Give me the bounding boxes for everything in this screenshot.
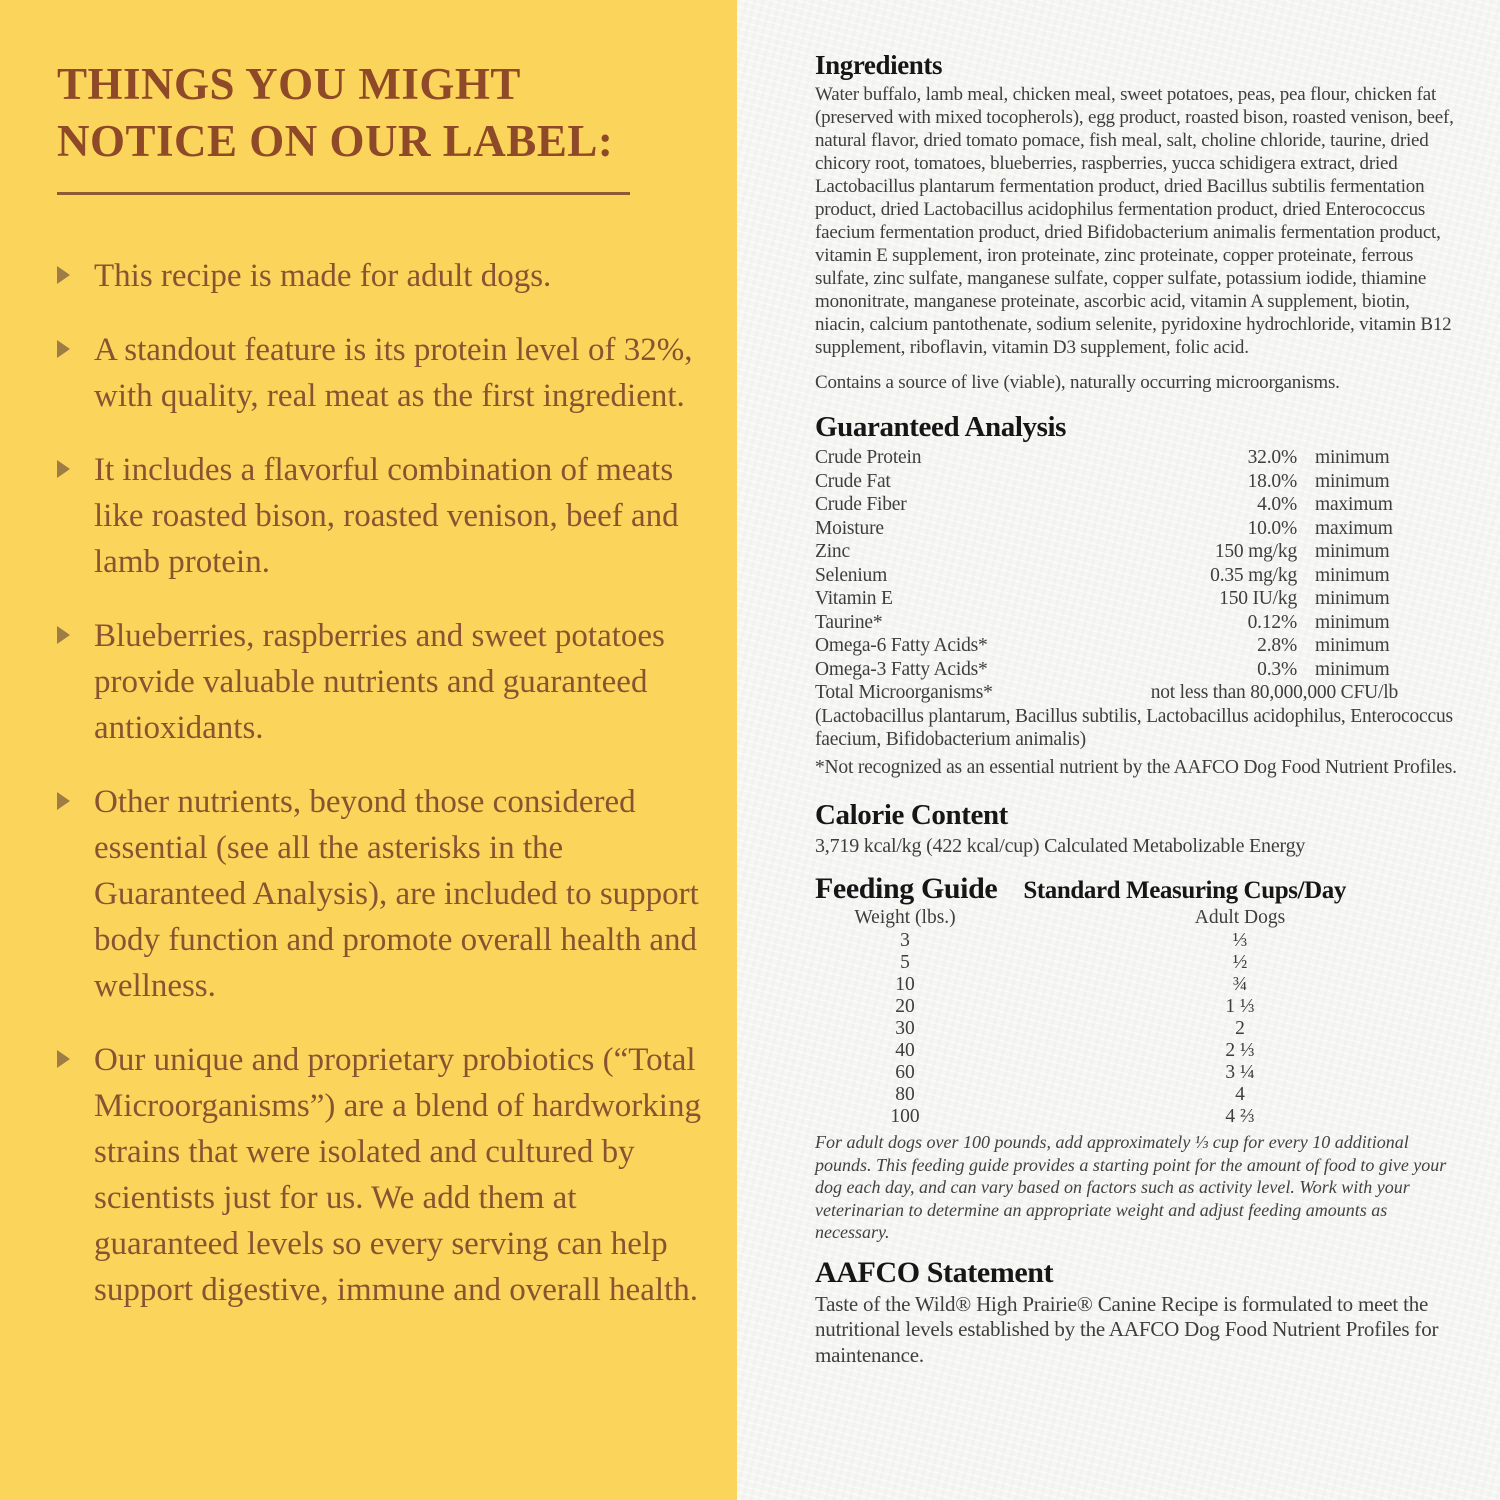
nutrient-label: Crude Fiber	[815, 494, 907, 515]
nutrient-qualifier: minimum	[1315, 470, 1390, 492]
nutrient-value: 150 IU/kg	[1219, 588, 1297, 609]
cups-value: 4 ⅔	[1225, 1106, 1255, 1127]
guaranteed-analysis-table	[815, 446, 1460, 681]
triangle-bullet-icon	[57, 626, 70, 644]
aafco-heading: AAFCO Statement	[815, 1255, 1054, 1289]
microorganisms-list-note: (Lactobacillus plantarum, Bacillus subtilis, Lactobacillus acidophilus, Enterococcus faecium, Bifidobacterium animalis)	[815, 705, 1453, 750]
weight-value: 5	[900, 952, 910, 973]
feeding-guide-header	[815, 872, 1460, 906]
guaranteed-analysis-row	[815, 564, 1460, 588]
nutrient-label: Zinc	[815, 541, 850, 562]
nutrient-qualifier: minimum	[1315, 541, 1390, 562]
cups-value: ¾	[1232, 974, 1248, 995]
right-info-panel	[737, 0, 1500, 1500]
guaranteed-analysis-row	[815, 540, 1460, 564]
feeding-guide-footnote: For adult dogs over 100 pounds, add approximately ⅓ cup for every 10 additional pounds. This feeding guide provides a starting point for the amount of food to give your dog each day, and can vary based on factors such as activity level. Work with your veterinarian to determine an appropriate weight and adjust feeding amounts as necessary.	[815, 1132, 1447, 1242]
guaranteed-analysis-heading: Guaranteed Analysis	[815, 411, 1067, 443]
weight-value: 10	[895, 974, 915, 995]
ingredients-body: Water buffalo, lamb meal, chicken meal, sweet potatoes, peas, pea flour, chicken fat (preserved with mixed tocopherols), egg product, roasted bison, roasted venison, beef, natural flavor, dried tomato pomace, fish meal, salt, choline chloride, taurine, dried chicory root, tomatoes, blueberries, raspberries, yucca schidigera extract, dried Lactobacillus plantarum fermentation product, dried Bacillus subtilis fermentation product, dried Lactobacillus acidophilus fermentation product, dried Enterococcus faecium fermentation product, dried Bifidobacterium animalis fermentation product, vitamin E supplement, iron proteinate, zinc proteinate, copper proteinate, ferrous sulfate, zinc sulfate, manganese sulfate, copper sulfate, potassium iodide, thiamine mononitrate, manganese proteinate, ascorbic acid, vitamin A supplement, biotin, niacin, calcium pantothenate, sodium selenite, pyridoxine hydrochloride, vitamin B12 supplement, riboflavin, vitamin D3 supplement, folic acid.	[815, 84, 1454, 358]
notice-list-item	[57, 253, 711, 299]
nutrient-qualifier: minimum	[1315, 588, 1390, 609]
triangle-bullet-icon	[57, 460, 70, 478]
notice-list-item	[57, 613, 711, 751]
cups-value: 1 ⅓	[1225, 996, 1255, 1017]
guaranteed-analysis-row	[815, 634, 1460, 658]
nutrient-value: 150 mg/kg	[1214, 541, 1297, 562]
cups-value: ⅓	[1232, 930, 1248, 951]
feeding-guide-row	[815, 952, 1460, 974]
notice-list-item	[57, 779, 711, 1009]
left-yellow-panel	[0, 0, 737, 1500]
left-title-line1: THINGS YOU MIGHT	[57, 59, 521, 109]
nutrient-label: Moisture	[815, 517, 884, 539]
notice-text: A standout feature is its protein level of 32%, with quality, real meat as the first ingredient.	[94, 332, 693, 414]
calorie-content-section	[815, 799, 1460, 858]
calorie-content-body: 3,719 kcal/kg (422 kcal/cup) Calculated Metabolizable Energy	[815, 835, 1306, 857]
contains-note: Contains a source of live (viable), naturally occurring microorganisms.	[815, 372, 1340, 393]
aafco-body: Taste of the Wild® High Prairie® Canine Recipe is formulated to meet the nutritional levels established by the AAFCO Dog Food Nutrient Profiles for maintenance.	[815, 1291, 1439, 1367]
triangle-bullet-icon	[57, 792, 70, 810]
cups-column-header: Adult Dogs	[1194, 907, 1286, 928]
nutrient-value: 32.0%	[1247, 447, 1297, 468]
guaranteed-analysis-row	[815, 587, 1460, 611]
total-microorganisms-value: not less than 80,000,000 CFU/lb	[1150, 682, 1398, 703]
nutrient-label: Crude Fat	[815, 470, 891, 492]
title-divider	[57, 192, 630, 195]
info-content	[815, 50, 1460, 1368]
triangle-bullet-icon	[57, 1050, 70, 1068]
nutrient-qualifier: maximum	[1315, 517, 1393, 539]
feeding-guide-row	[815, 930, 1460, 952]
notice-text: Other nutrients, beyond those considered essential (see all the asterisks in the Guaranteed Analysis), are included to support body function and promote overall health and wellness.	[94, 784, 699, 1004]
weight-value: 20	[895, 996, 915, 1017]
nutrient-value: 0.3%	[1257, 658, 1297, 680]
notice-text: Blueberries, raspberries and sweet potatoes provide valuable nutrients and guaranteed antioxidants.	[94, 618, 665, 746]
ingredients-heading: Ingredients	[815, 50, 943, 80]
total-microorganisms-label: Total Microorganisms*	[815, 682, 993, 703]
feeding-guide-row	[815, 1062, 1460, 1084]
nutrient-value: 18.0%	[1247, 470, 1297, 492]
nutrient-qualifier: maximum	[1315, 494, 1393, 515]
nutrient-label: Omega-3 Fatty Acids*	[815, 658, 988, 680]
notice-list-item	[57, 447, 711, 585]
total-microorganisms-row	[815, 681, 1460, 705]
feeding-guide-row	[815, 996, 1460, 1018]
nutrient-qualifier: minimum	[1315, 447, 1390, 468]
triangle-bullet-icon	[57, 266, 70, 284]
weight-value: 100	[890, 1106, 920, 1127]
cups-value: 2	[1235, 1018, 1245, 1039]
feeding-guide-section	[815, 872, 1460, 1244]
feeding-guide-row	[815, 1040, 1460, 1062]
nutrient-label: Crude Protein	[815, 447, 922, 468]
nutrient-qualifier: minimum	[1315, 635, 1390, 656]
feeding-guide-table	[815, 930, 1460, 1128]
nutrient-label: Selenium	[815, 564, 888, 586]
triangle-bullet-icon	[57, 340, 70, 358]
left-title	[57, 56, 711, 170]
notice-text: It includes a flavorful combination of meats like roasted bison, roasted venison, beef and lamb protein.	[94, 452, 679, 580]
weight-value: 40	[895, 1040, 915, 1061]
guaranteed-analysis-row	[815, 493, 1460, 517]
feeding-guide-row	[815, 1018, 1460, 1040]
notice-text: This recipe is made for adult dogs.	[94, 258, 552, 294]
guaranteed-analysis-row	[815, 611, 1460, 635]
nutrient-value: 10.0%	[1247, 517, 1297, 539]
guaranteed-analysis-row	[815, 446, 1460, 470]
guaranteed-analysis-section	[815, 411, 1460, 779]
cups-value: 3 ¼	[1225, 1062, 1255, 1083]
cups-value: 4	[1235, 1084, 1245, 1105]
feeding-guide-column-headers	[815, 906, 1460, 930]
nutrient-label: Omega-6 Fatty Acids*	[815, 635, 988, 656]
weight-value: 3	[900, 930, 910, 951]
cups-value: ½	[1232, 952, 1248, 973]
notice-text: Our unique and proprietary probiotics (“Total Microorganisms”) are a blend of hardworking strains that were isolated and cultured by scientists just for us. We add them at guaranteed levels so every serving can help support digestive, immune and overall health.	[94, 1042, 701, 1308]
left-title-line2: NOTICE ON OUR LABEL:	[57, 116, 614, 166]
aafco-section	[815, 1256, 1460, 1369]
nutrient-value: 4.0%	[1257, 494, 1297, 515]
cups-value: 2 ⅓	[1225, 1040, 1255, 1061]
nutrient-qualifier: minimum	[1315, 611, 1390, 633]
nutrient-value: 2.8%	[1257, 635, 1297, 656]
nutrient-qualifier: minimum	[1315, 658, 1390, 680]
nutrient-label: Vitamin E	[815, 588, 893, 609]
notice-list-item	[57, 1037, 711, 1313]
feeding-guide-heading: Feeding Guide	[815, 872, 998, 905]
ingredients-section	[815, 50, 1460, 394]
feeding-guide-row	[815, 1106, 1460, 1128]
weight-column-header: Weight (lbs.)	[854, 907, 956, 928]
notice-list-item	[57, 327, 711, 419]
guaranteed-analysis-row	[815, 517, 1460, 541]
weight-value: 30	[895, 1018, 915, 1039]
notice-list	[57, 253, 711, 1313]
weight-value: 80	[895, 1084, 915, 1105]
weight-value: 60	[895, 1062, 915, 1083]
calorie-content-heading: Calorie Content	[815, 799, 1008, 831]
feeding-guide-row	[815, 974, 1460, 996]
asterisk-footnote: *Not recognized as an essential nutrient by the AAFCO Dog Food Nutrient Profiles.	[815, 756, 1457, 778]
nutrient-value: 0.35 mg/kg	[1210, 564, 1297, 586]
nutrient-qualifier: minimum	[1315, 564, 1390, 586]
guaranteed-analysis-row	[815, 658, 1460, 682]
nutrient-value: 0.12%	[1247, 611, 1297, 633]
nutrient-label: Taurine*	[815, 611, 883, 633]
measuring-cups-heading: Standard Measuring Cups/Day	[1023, 877, 1346, 904]
guaranteed-analysis-row	[815, 470, 1460, 494]
feeding-guide-row	[815, 1084, 1460, 1106]
